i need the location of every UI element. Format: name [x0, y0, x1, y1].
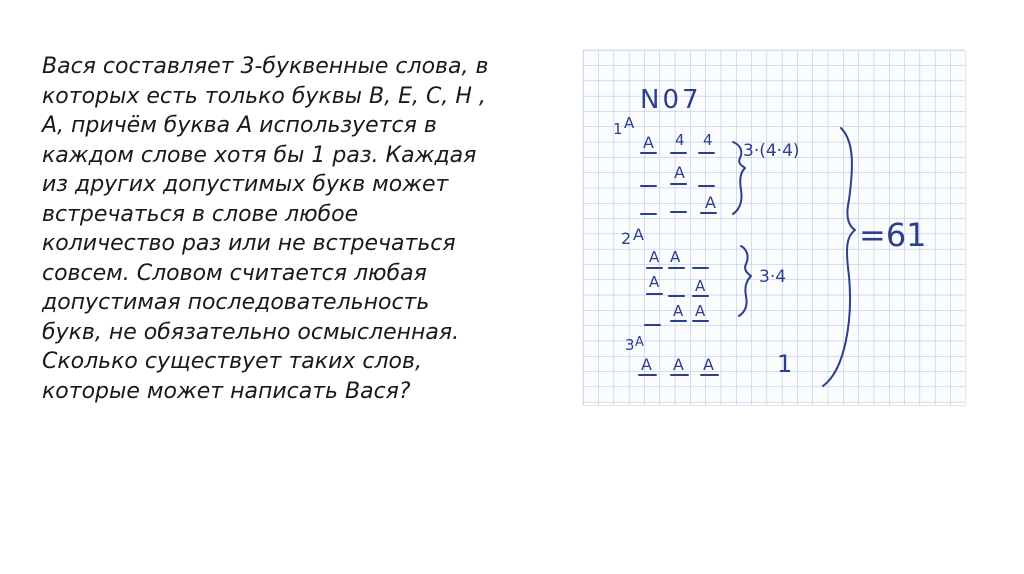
case1-row1-four: 4 — [675, 131, 685, 149]
handwritten-solution-image — [583, 50, 965, 405]
problem-line: А, причём буква А используется в — [42, 113, 437, 138]
case2-row2-a: A — [695, 277, 706, 295]
case2-row2-a: A — [649, 273, 660, 291]
case1-row2-a: A — [674, 163, 685, 182]
case1-row1-four: 4 — [703, 131, 713, 149]
case1-row1-a: A — [643, 133, 654, 152]
case3-result: 1 — [777, 350, 793, 378]
problem-line: допустимая последовательность — [42, 290, 430, 315]
case1-label: 1 — [613, 120, 623, 138]
problem-line: которых есть только буквы В, Е, С, Н , — [42, 83, 486, 109]
problem-line: каждом слове хотя бы 1 раз. Каждая — [42, 142, 477, 168]
case2-row1-a: A — [670, 248, 681, 266]
problem-line: совсем. Словом считается любая — [42, 260, 427, 286]
solution-title: N07 — [640, 85, 702, 115]
problem-line: Сколько существует таких слов, — [42, 349, 422, 374]
case2-result: 3·4 — [759, 267, 787, 287]
case2-label: 2 — [621, 229, 632, 248]
problem-line: количество раз или не встречаться — [42, 231, 456, 256]
case2-row3-a: A — [673, 302, 684, 320]
total-result: =61 — [859, 216, 927, 254]
case2-row3-a: A — [695, 302, 706, 320]
case1-result: 3·(4·4) — [743, 141, 800, 161]
case1-row3-a: A — [705, 193, 716, 212]
problem-line: которые может написать Вася? — [42, 378, 411, 404]
case3-letter: A — [635, 335, 644, 350]
problem-line: букв, не обязательно осмысленная. — [42, 319, 460, 345]
case3-label: 3 — [625, 336, 635, 354]
case1-letter: A — [624, 114, 635, 132]
case2-letter: A — [633, 225, 644, 244]
case3-row-a: A — [703, 355, 714, 374]
case3-row-a: A — [673, 355, 684, 374]
problem-line: Вася составляет 3-буквенные слова, в — [42, 54, 489, 79]
case2-row1-a: A — [649, 248, 660, 266]
problem-statement — [42, 52, 562, 406]
problem-line: из других допустимых букв может — [42, 172, 449, 197]
case3-row-a: A — [641, 355, 652, 374]
problem-line: встречаться в слове любое — [42, 201, 359, 227]
